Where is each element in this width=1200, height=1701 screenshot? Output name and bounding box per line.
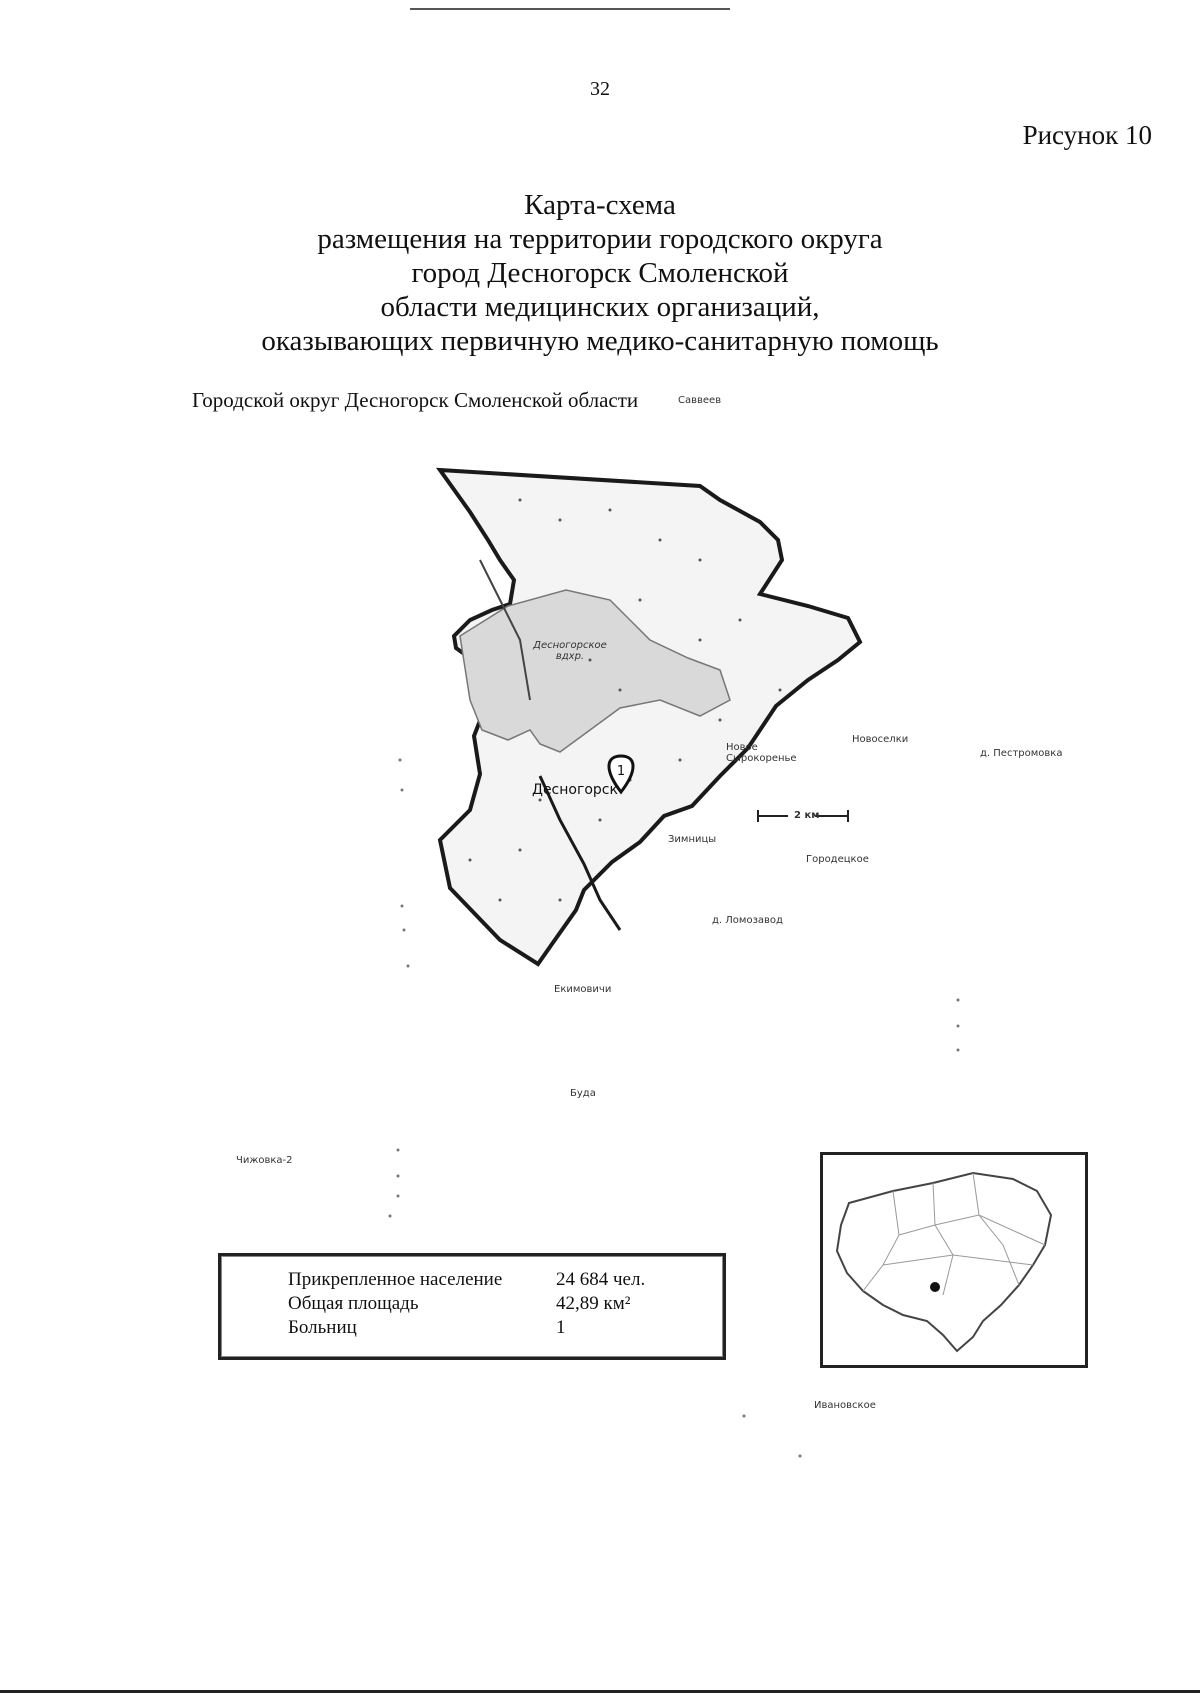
- label-reservoir: Десногорское вдхр.: [533, 640, 607, 662]
- title-line-2: размещения на территории городского округа: [317, 223, 883, 255]
- stat-label-area: Общая площадь: [288, 1293, 419, 1314]
- stat-label-hospitals: Больниц: [288, 1317, 357, 1338]
- title-line-1: Карта-схема: [524, 189, 676, 221]
- page-number: 32: [590, 78, 610, 100]
- title-line-3: город Десногорск Смоленской: [411, 257, 789, 289]
- hospital-marker-number: 1: [616, 764, 626, 779]
- stat-label-population: Прикрепленное население: [288, 1269, 503, 1290]
- title-line-5: оказывающих первичную медико-санитарную помощь: [261, 325, 939, 357]
- stat-value-area: 42,89 км²: [556, 1293, 631, 1314]
- label-chizhovka: Чижовка-2: [236, 1155, 293, 1166]
- inset-locator-map: [820, 1152, 1088, 1368]
- label-ekimovichi: Екимовичи: [554, 984, 612, 995]
- label-saveevo: Саввеев: [678, 395, 722, 406]
- label-buda: Буда: [570, 1088, 596, 1099]
- label-lomozavod: д. Ломозавод: [712, 915, 783, 926]
- figure-label: Рисунок 10: [1022, 120, 1152, 150]
- region-outline: [823, 1155, 1085, 1365]
- district-location-marker: [930, 1282, 940, 1292]
- label-gorodets: Городецкое: [806, 854, 869, 865]
- label-d-prom: д. Пестромовка: [980, 748, 1063, 759]
- title-line-4: области медицинских организаций,: [380, 291, 820, 323]
- label-scale: 2 км: [794, 810, 820, 821]
- map-subtitle: Городской округ Десногорск Смоленской области: [192, 388, 639, 412]
- stat-value-hospitals: 1: [556, 1317, 566, 1338]
- label-ivanovskoe: Ивановское: [814, 1400, 876, 1411]
- label-zimnitsy: Зимницы: [668, 834, 717, 845]
- stat-value-population: 24 684 чел.: [556, 1269, 646, 1290]
- label-novoselki: Новоселки: [852, 734, 909, 745]
- label-desnogorsk: Десногорск: [532, 782, 618, 798]
- label-novoe-syr: Новое Сырокоренье: [726, 742, 797, 764]
- stats-box: [218, 1253, 726, 1360]
